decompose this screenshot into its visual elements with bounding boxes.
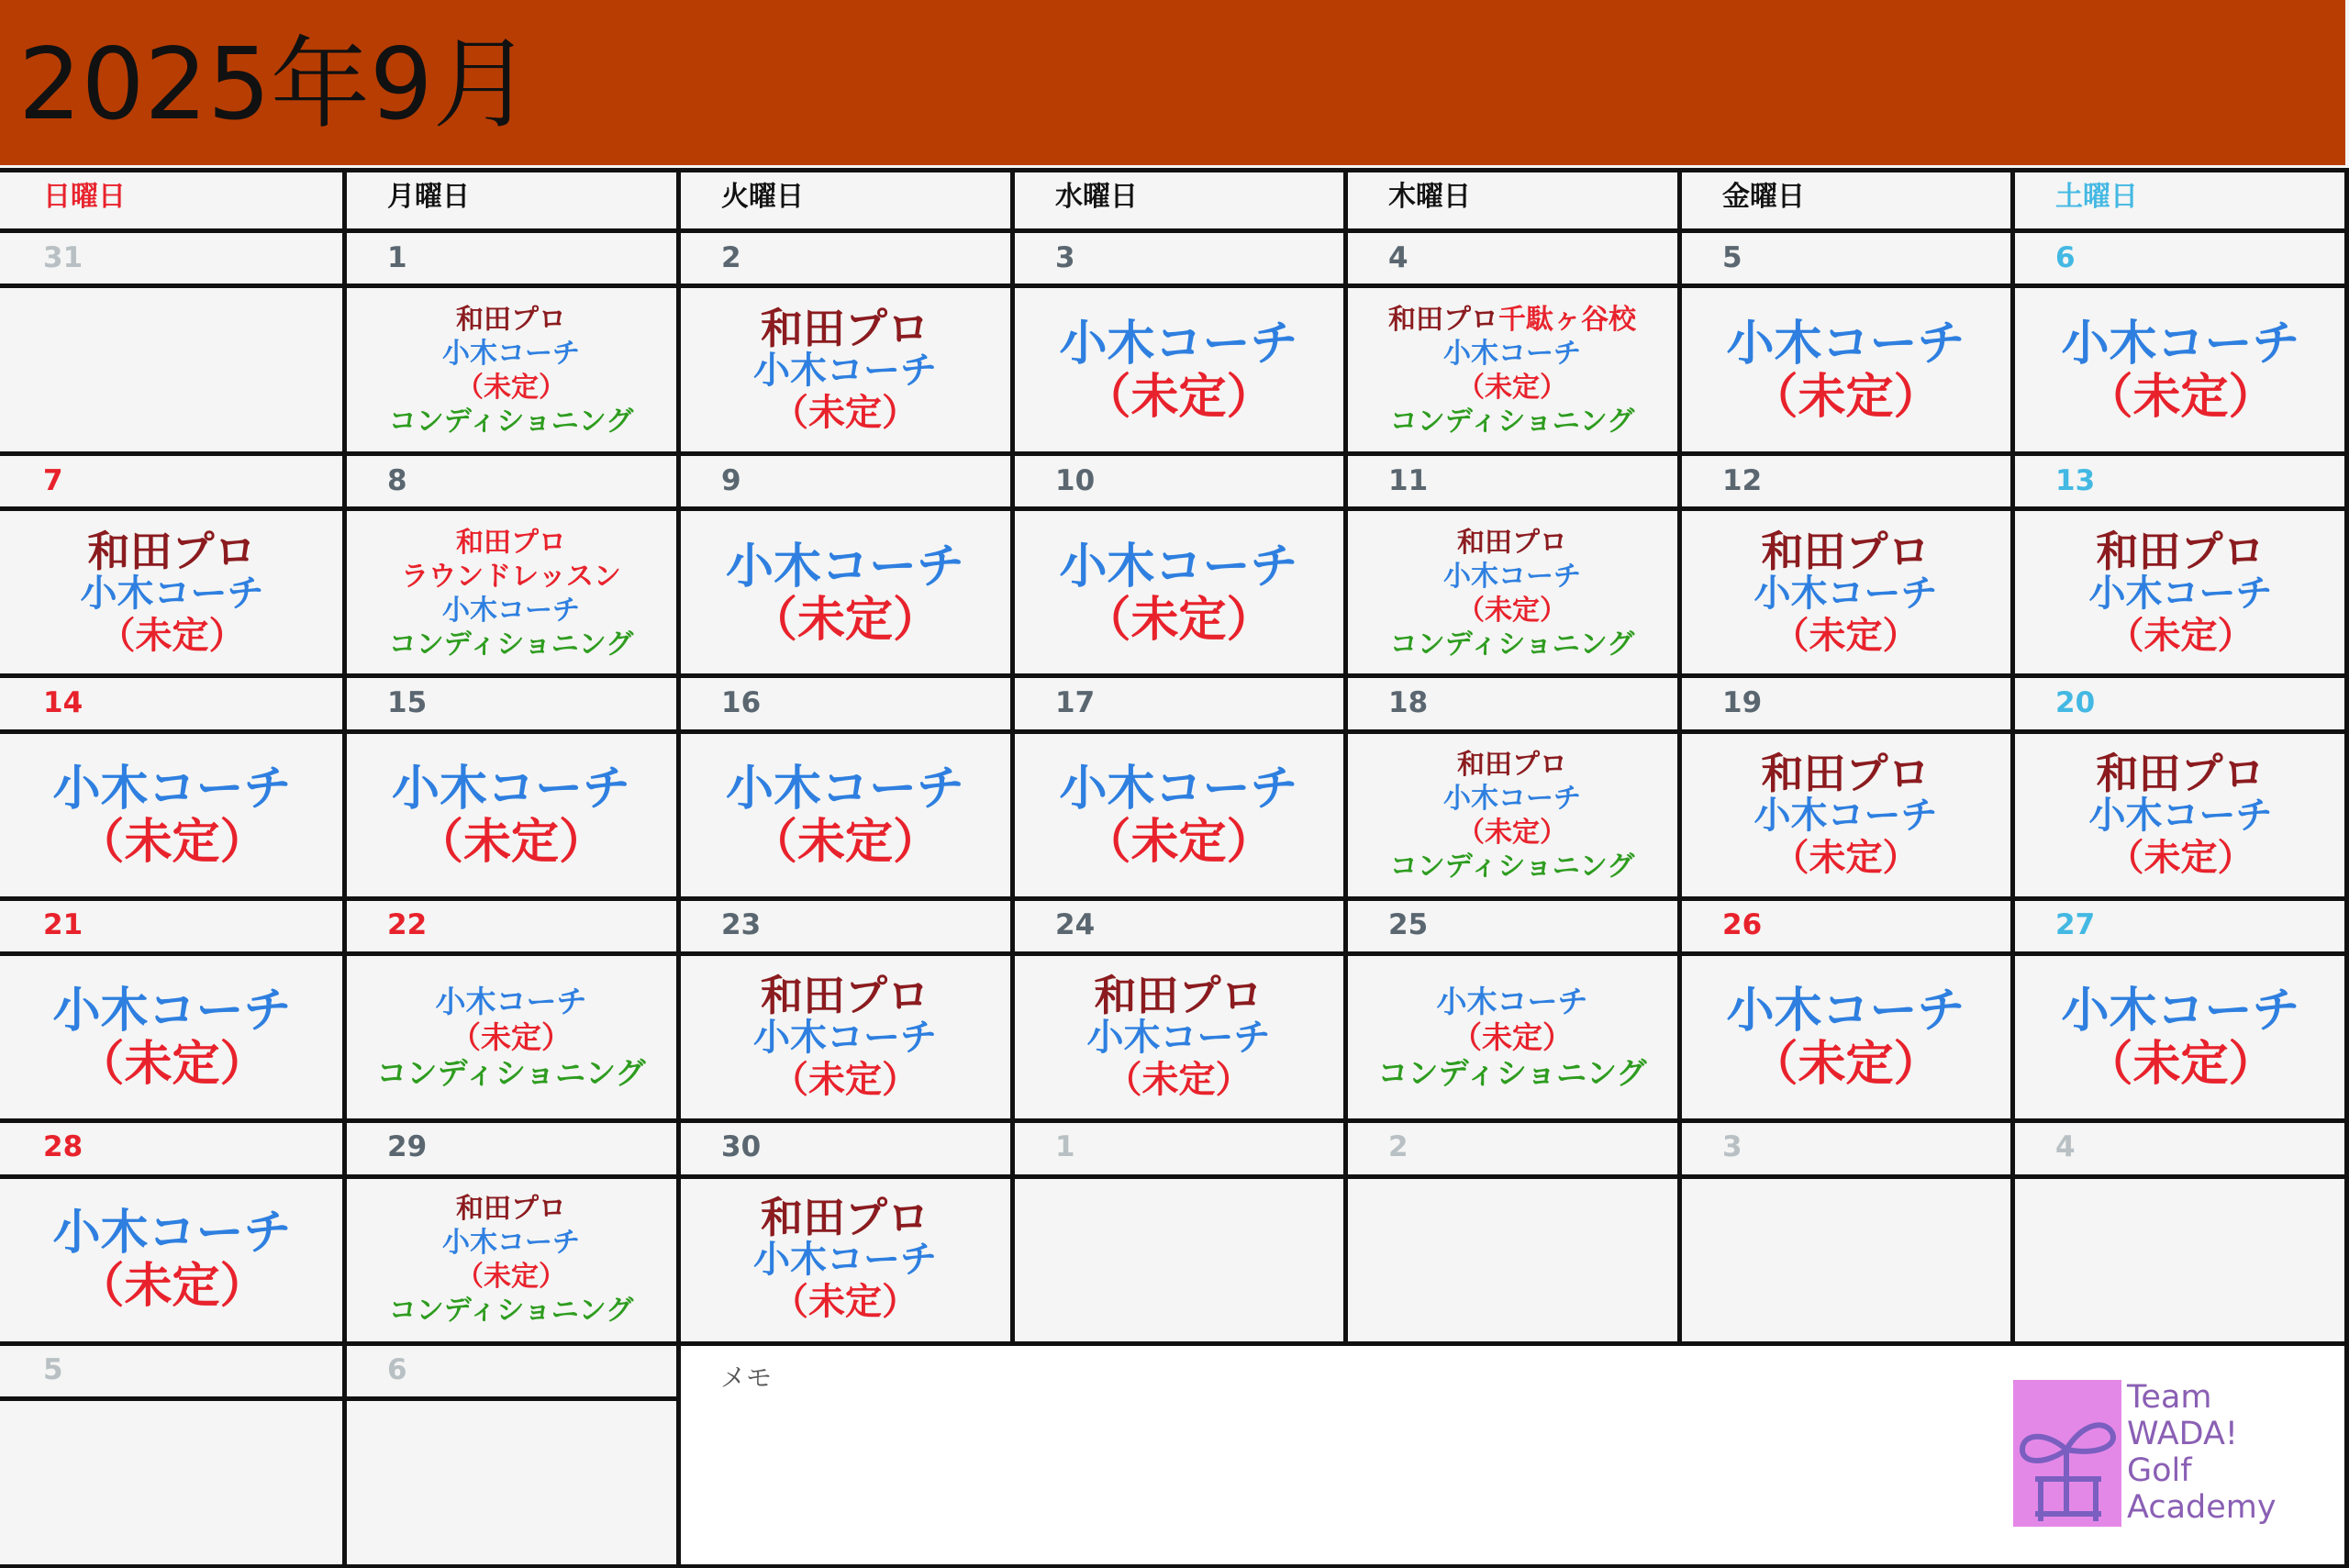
day-events[interactable] [0,526,344,657]
grid-line [342,1341,347,1568]
day-number: 30 [721,1130,762,1163]
event-text: 和田プロ [456,526,566,559]
weekday-label: 土曜日 [2055,181,2138,213]
event-text: 小木コーチ [1443,782,1581,815]
event-text: 和田プロ [1761,748,1931,798]
event-line [0,1207,344,1260]
day-number: 24 [1055,908,1096,941]
day-number: 18 [1388,686,1429,719]
event-text: （未定） [1772,836,1920,879]
event-text: 和田プロ [456,1192,566,1225]
event-line [344,1055,678,1091]
event-line [344,1192,678,1226]
weekday-label: 火曜日 [721,181,804,213]
event-line [1345,628,1679,662]
event-text: （未定） [1750,369,1942,425]
day-number: 17 [1055,686,1096,719]
day-number: 5 [43,1353,63,1386]
event-line [0,984,344,1038]
event-text: （未定） [2085,1036,2277,1092]
event-line [1345,405,1679,439]
event-text: （未定） [1083,814,1275,870]
day-events[interactable] [678,540,1012,647]
event-text: 小木コーチ [1086,1016,1271,1059]
event-line [1345,1055,1679,1091]
event-line [344,1226,678,1260]
day-number: 4 [1388,241,1408,274]
grid-line [0,951,2349,956]
event-line [344,594,678,628]
event-line [1679,748,2012,798]
event-text: 小木コーチ [1059,539,1298,595]
day-events[interactable] [1012,317,1345,424]
day-number: 5 [1722,241,1742,274]
event-extra-text: 千駄ヶ谷校 [1498,303,1636,336]
event-text: （未定） [749,592,941,648]
weekday-label: 水曜日 [1055,181,1138,213]
event-text: コンディショニング [388,628,634,661]
grid-line [676,168,681,1345]
event-text: コンディショニング [388,405,634,438]
event-line [678,303,1012,353]
day-number: 31 [43,241,83,274]
event-line [1345,303,1679,337]
grid-line [1010,168,1015,1345]
event-line [0,816,344,869]
event-text: 和田プロ [456,303,566,336]
day-events[interactable] [678,970,1012,1101]
event-text: 小木コーチ [442,337,580,370]
day-events[interactable] [0,762,344,869]
event-line [344,984,678,1019]
event-text: コンディショニング [376,1055,646,1091]
event-text: 和田プロ [1457,748,1567,781]
event-line [678,762,1012,816]
event-line [1012,970,1345,1020]
event-line [1679,984,2012,1038]
event-line [678,350,1012,392]
event-line [678,1192,1012,1242]
weekday-label: 日曜日 [43,181,126,213]
event-line [2012,526,2349,576]
event-text: 小木コーチ [2061,983,2300,1039]
event-line [1345,560,1679,594]
day-number: 1 [387,241,407,274]
day-number: 7 [43,464,63,497]
event-text: 和田プロ [87,526,257,576]
day-number: 1 [1055,1130,1075,1163]
day-events[interactable] [2012,748,2349,879]
event-line [1012,371,1345,424]
logo-text-line: Team [2127,1379,2212,1416]
event-text: 小木コーチ [80,572,264,615]
event-text: 和田プロ [761,1192,930,1242]
event-text: コンディショニング [1389,628,1635,661]
event-line [2012,1038,2349,1091]
event-text: 和田プロ [2096,526,2266,576]
event-text: 小木コーチ [753,1238,937,1281]
day-number: 4 [2055,1130,2076,1163]
event-text: 和田プロ [1457,526,1567,559]
weekday-label: 金曜日 [1722,181,1805,213]
event-text: （未定） [1457,594,1567,627]
event-text: 和田プロ [761,970,930,1020]
event-text: （未定） [1772,614,1920,657]
event-line [1679,795,2012,837]
weekday-label: 月曜日 [387,181,470,213]
day-events[interactable] [1679,317,2012,424]
event-line [1012,317,1345,371]
day-number: 25 [1388,908,1429,941]
grid-line [2344,168,2349,1568]
day-events[interactable] [0,1207,344,1313]
day-number: 6 [387,1353,407,1386]
event-line [2012,837,2349,879]
event-line [2012,795,2349,837]
day-events[interactable] [2012,984,2349,1091]
event-line [1679,615,2012,657]
event-text: （未定） [772,391,918,434]
event-text: コンディショニング [1377,1055,1647,1091]
event-line [1679,837,2012,879]
event-text: （未定） [2107,614,2254,657]
grid-line [0,506,2349,511]
event-text: （未定） [1452,1019,1573,1055]
event-text: コンディショニング [1389,850,1635,883]
event-text: 小木コーチ [725,761,964,817]
event-line [1345,371,1679,405]
event-text: 小木コーチ [1726,983,1965,1039]
event-line [0,573,344,615]
day-events[interactable] [1679,526,2012,657]
event-text: 和田プロ [2096,748,2266,798]
event-line [344,405,678,439]
event-line [344,526,678,560]
event-line [1345,526,1679,560]
event-line [2012,748,2349,798]
day-number: 13 [2055,464,2096,497]
event-line [1345,850,1679,884]
day-number: 10 [1055,464,1096,497]
day-events[interactable] [1679,748,2012,879]
calendar-header [0,0,2345,165]
grid-line [0,673,2349,678]
event-text: （未定） [76,814,268,870]
event-line [678,392,1012,434]
day-number: 21 [43,908,83,941]
event-line [0,1038,344,1091]
day-events[interactable] [1679,984,2012,1091]
event-text: 和田プロ [1761,526,1931,576]
event-text: （未定） [76,1036,268,1092]
event-text: 小木コーチ [725,539,964,595]
event-text: 小木コーチ [1059,761,1298,817]
grid-line [0,1118,2349,1123]
grid-line [0,228,2349,233]
event-text: （未定） [1083,369,1275,425]
event-text: 小木コーチ [2088,572,2273,615]
event-text: （未定） [2107,836,2254,879]
day-events[interactable] [1012,540,1345,647]
event-line [1679,1038,2012,1091]
day-events[interactable] [344,526,678,662]
day-number: 27 [2055,908,2096,941]
event-text: 小木コーチ [52,983,292,1039]
day-number: 26 [1722,908,1763,941]
event-text: （未定） [456,371,566,404]
plant-chair-logo-icon [2009,1376,2129,1532]
event-line [344,560,678,594]
event-line [1012,1059,1345,1101]
event-text: 和田プロ [1388,303,1498,336]
day-events[interactable] [0,984,344,1091]
event-line [678,1017,1012,1059]
event-line [1012,540,1345,594]
event-line [678,816,1012,869]
event-line [678,1281,1012,1323]
day-number: 11 [1388,464,1429,497]
event-text: （未定） [456,1260,566,1293]
event-text: （未定） [772,1280,918,1323]
event-text: コンディショニング [388,1294,634,1327]
day-number: 12 [1722,464,1763,497]
event-text: （未定） [76,1258,268,1314]
event-text: 小木コーチ [1753,794,1938,837]
day-number: 3 [1055,241,1075,274]
event-line [678,594,1012,647]
event-text: 小木コーチ [753,1016,937,1059]
event-line [0,1260,344,1313]
grid-line [0,168,2349,172]
event-text: 小木コーチ [2088,794,2273,837]
grid-line [1343,168,1348,1345]
grid-line [0,284,2349,288]
event-text: 小木コーチ [52,1205,292,1261]
event-text: 小木コーチ [1059,316,1298,372]
day-events[interactable] [678,1192,1012,1323]
event-line [678,1239,1012,1281]
memo-label: メモ [720,1362,773,1393]
day-events[interactable] [344,984,678,1091]
event-text: （未定） [1083,592,1275,648]
event-line [344,1019,678,1055]
event-text: （未定） [1750,1036,1942,1092]
event-line [2012,573,2349,615]
event-text: 小木コーチ [52,761,292,817]
event-text: 小木コーチ [391,761,630,817]
day-events[interactable] [1345,526,1679,662]
event-text: （未定） [415,814,607,870]
event-text: コンディショニング [1389,405,1635,438]
event-text: 小木コーチ [1443,337,1581,370]
event-line [2012,317,2349,371]
day-events[interactable] [344,303,678,439]
event-text: 小木コーチ [435,984,587,1019]
day-number: 16 [721,686,762,719]
day-number: 29 [387,1130,428,1163]
grid-line [0,1174,2349,1179]
event-text: （未定） [772,1058,918,1101]
event-text: （未定） [1105,1058,1252,1101]
day-events[interactable] [344,1192,678,1328]
event-line [1012,1017,1345,1059]
event-text: （未定） [1457,816,1567,849]
grid-line [0,451,2349,456]
day-events[interactable] [1012,762,1345,869]
event-text: 和田プロ [761,303,930,353]
day-number: 28 [43,1130,83,1163]
grid-line [0,1564,2349,1568]
day-number: 8 [387,464,407,497]
day-number: 2 [1388,1130,1408,1163]
event-line [1345,1019,1679,1055]
event-line [0,615,344,657]
event-text: 小木コーチ [753,349,937,392]
event-line [344,762,678,816]
event-line [344,1294,678,1328]
event-line [1345,782,1679,816]
grid-line [1677,168,1682,1345]
event-line [0,762,344,816]
logo-text-line: Academy [2127,1489,2277,1526]
day-events[interactable] [678,303,1012,434]
event-line [1345,984,1679,1019]
calendar-grid [0,165,2349,1568]
event-line [1345,594,1679,628]
day-number: 2 [721,241,741,274]
event-text: （未定） [749,814,941,870]
event-line [1012,762,1345,816]
event-line [1679,573,2012,615]
event-line [678,540,1012,594]
event-line [678,970,1012,1020]
event-line [678,1059,1012,1101]
logo-text-line: Golf [2127,1452,2192,1489]
day-events[interactable] [2012,317,2349,424]
event-line [344,816,678,869]
day-number: 19 [1722,686,1763,719]
event-line [344,371,678,405]
day-number: 14 [43,686,83,719]
day-events[interactable] [344,762,678,869]
day-events[interactable] [1345,984,1679,1091]
event-text: ラウンドレッスン [401,560,621,593]
grid-line [0,729,2349,734]
event-line [344,1260,678,1294]
event-text: 小木コーチ [1726,316,1965,372]
grid-line [342,168,347,1345]
event-line [2012,615,2349,657]
event-line [1679,526,2012,576]
day-number: 9 [721,464,741,497]
grid-line [2010,168,2015,1345]
day-events[interactable] [678,762,1012,869]
weekday-label: 木曜日 [1388,181,1471,213]
event-text: 小木コーチ [1436,984,1588,1019]
day-events[interactable] [1345,303,1679,439]
event-line [344,303,678,337]
day-number: 3 [1722,1130,1742,1163]
day-number: 20 [2055,686,2096,719]
event-text: （未定） [1457,371,1567,404]
event-line [1012,816,1345,869]
day-number: 15 [387,686,428,719]
day-events[interactable] [2012,526,2349,657]
grid-line [0,896,2349,901]
month-title: 2025年9月 [18,28,532,142]
event-text: 小木コーチ [442,1226,580,1259]
event-text: 小木コーチ [1753,572,1938,615]
event-line [344,337,678,371]
event-text: 小木コーチ [1443,560,1581,593]
event-line [2012,371,2349,424]
logo-text-line: WADA! [2127,1416,2238,1452]
event-text: （未定） [451,1019,572,1055]
day-number: 22 [387,908,428,941]
event-text: （未定） [2085,369,2277,425]
event-line [2012,984,2349,1038]
event-line [1012,594,1345,647]
day-events[interactable] [1345,748,1679,884]
event-line [0,526,344,576]
event-line [344,628,678,662]
event-line [1345,816,1679,850]
day-number: 6 [2055,241,2076,274]
event-line [1345,748,1679,782]
event-line [1679,317,2012,371]
event-text: 和田プロ [1094,970,1264,1020]
day-number: 23 [721,908,762,941]
day-events[interactable] [1012,970,1345,1101]
event-text: 小木コーチ [442,594,580,627]
event-line [1679,371,2012,424]
event-text: （未定） [98,614,246,657]
event-line [1345,337,1679,371]
event-text: 小木コーチ [2061,316,2300,372]
